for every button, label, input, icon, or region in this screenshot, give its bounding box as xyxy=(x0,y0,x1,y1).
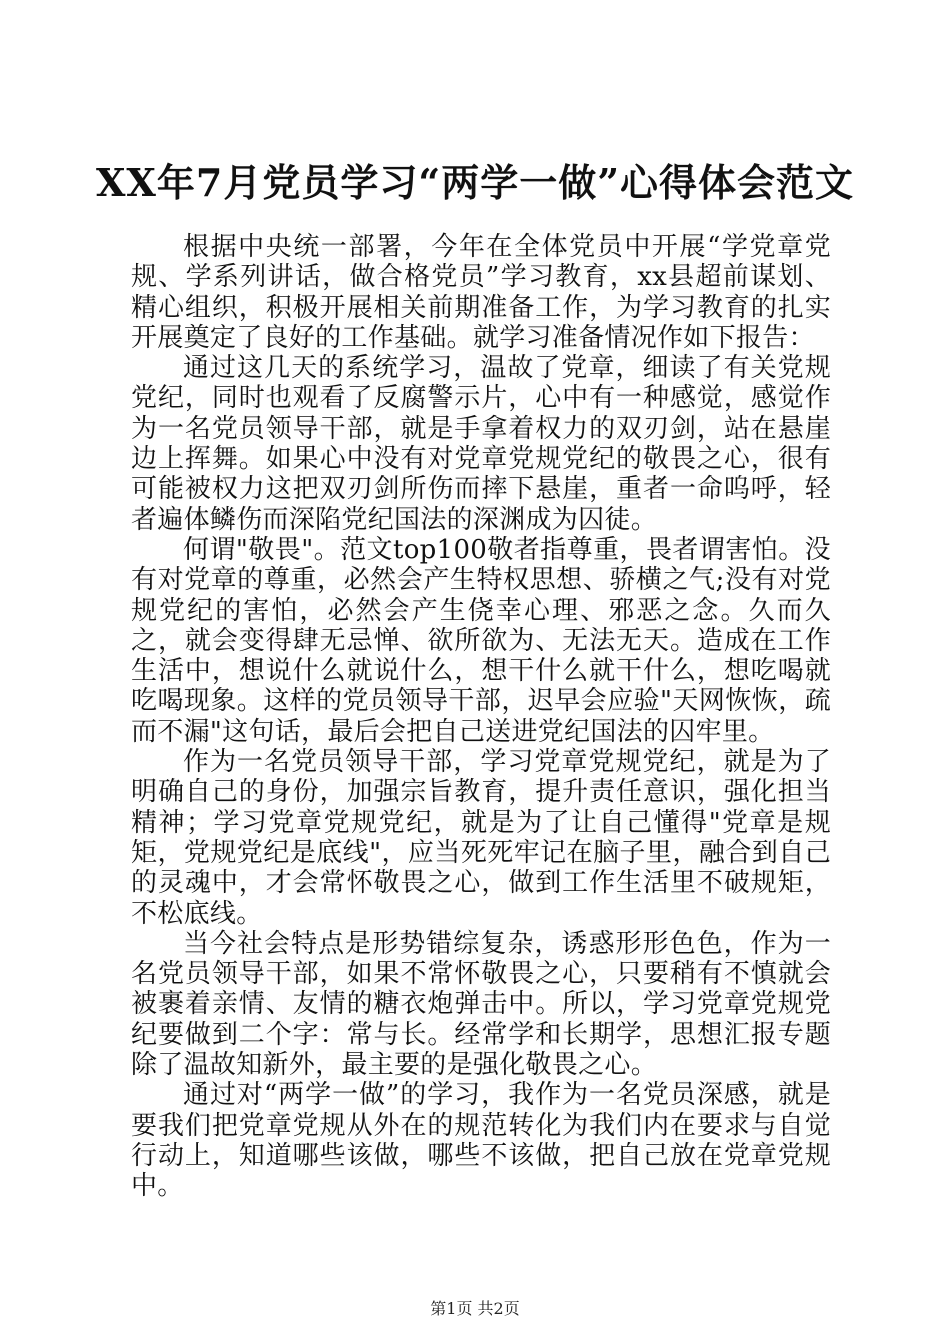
paragraph: 何谓"敬畏"。范文top100敬者指尊重，畏者谓害怕。没有对党章的尊重，必然会产生特权思想、骄横之气;没有对党规党纪的害怕，必然会产生侥幸心理、邪恶之念。久而久之，就会变得肆无忌惮、欲所欲为、无法无天。造成在工作生活中，想说什么就说什么，想干什么就干什么，想吃喝就吃喝现象。这样的党员领导干部，迟早会应验"天网恢恢，疏而不漏"这句话，最后会把自己送进党纪国法的囚牢里。 xyxy=(131,534,831,747)
paragraph: 根据中央统一部署，今年在全体党员中开展“学党章党规、学系列讲话，做合格党员”学习教育，xx县超前谋划、精心组织，积极开展相关前期准备工作，为学习教育的扎实开展奠定了良好的工作基础。就学习准备情况作如下报告： xyxy=(131,232,831,353)
document-title: XX年7月党员学习“两学一做”心得体会范文 xyxy=(95,160,855,205)
paragraph: 当今社会特点是形势错综复杂，诱惑形形色色，作为一名党员领导干部，如果不常怀敬畏之心，只要稍有不慎就会被裹着亲情、友情的糖衣炮弹击中。所以，学习党章党规党纪要做到二个字：常与长。经常学和长期学，思想汇报专题除了温故知新外，最主要的是强化敬畏之心。 xyxy=(131,928,831,1081)
paragraph: 通过对“两学一做”的学习，我作为一名党员深感，就是要我们把党章党规从外在的规范转化为我们内在要求与自觉行动上，知道哪些该做，哪些不该做，把自己放在党章党规中。 xyxy=(131,1080,831,1202)
document-body xyxy=(131,232,831,1202)
paragraph: 作为一名党员领导干部，学习党章党规党纪，就是为了明确自己的身份，加强宗旨教育，提升责任意识，强化担当精神；学习党章党规党纪，就是为了让自己懂得"党章是规矩，党规党纪是底线"，应当死死牢记在脑子里，融合到自己的灵魂中，才会常怀敬畏之心，做到工作生活里不破规矩，不松底线。 xyxy=(131,747,831,929)
page-number-footer: 第1页 共2页 xyxy=(430,1299,520,1318)
paragraph: 通过这几天的系统学习，温故了党章，细读了有关党规党纪，同时也观看了反腐警示片，心中有一种感觉，感觉作为一名党员领导干部，就是手拿着权力的双刃剑，站在悬崖边上挥舞。如果心中没有对党章党规党纪的敬畏之心，很有可能被权力这把双刃剑所伤而摔下悬崖，重者一命呜呼，轻者遍体鳞伤而深陷党纪国法的深渊成为囚徒。 xyxy=(131,353,831,535)
